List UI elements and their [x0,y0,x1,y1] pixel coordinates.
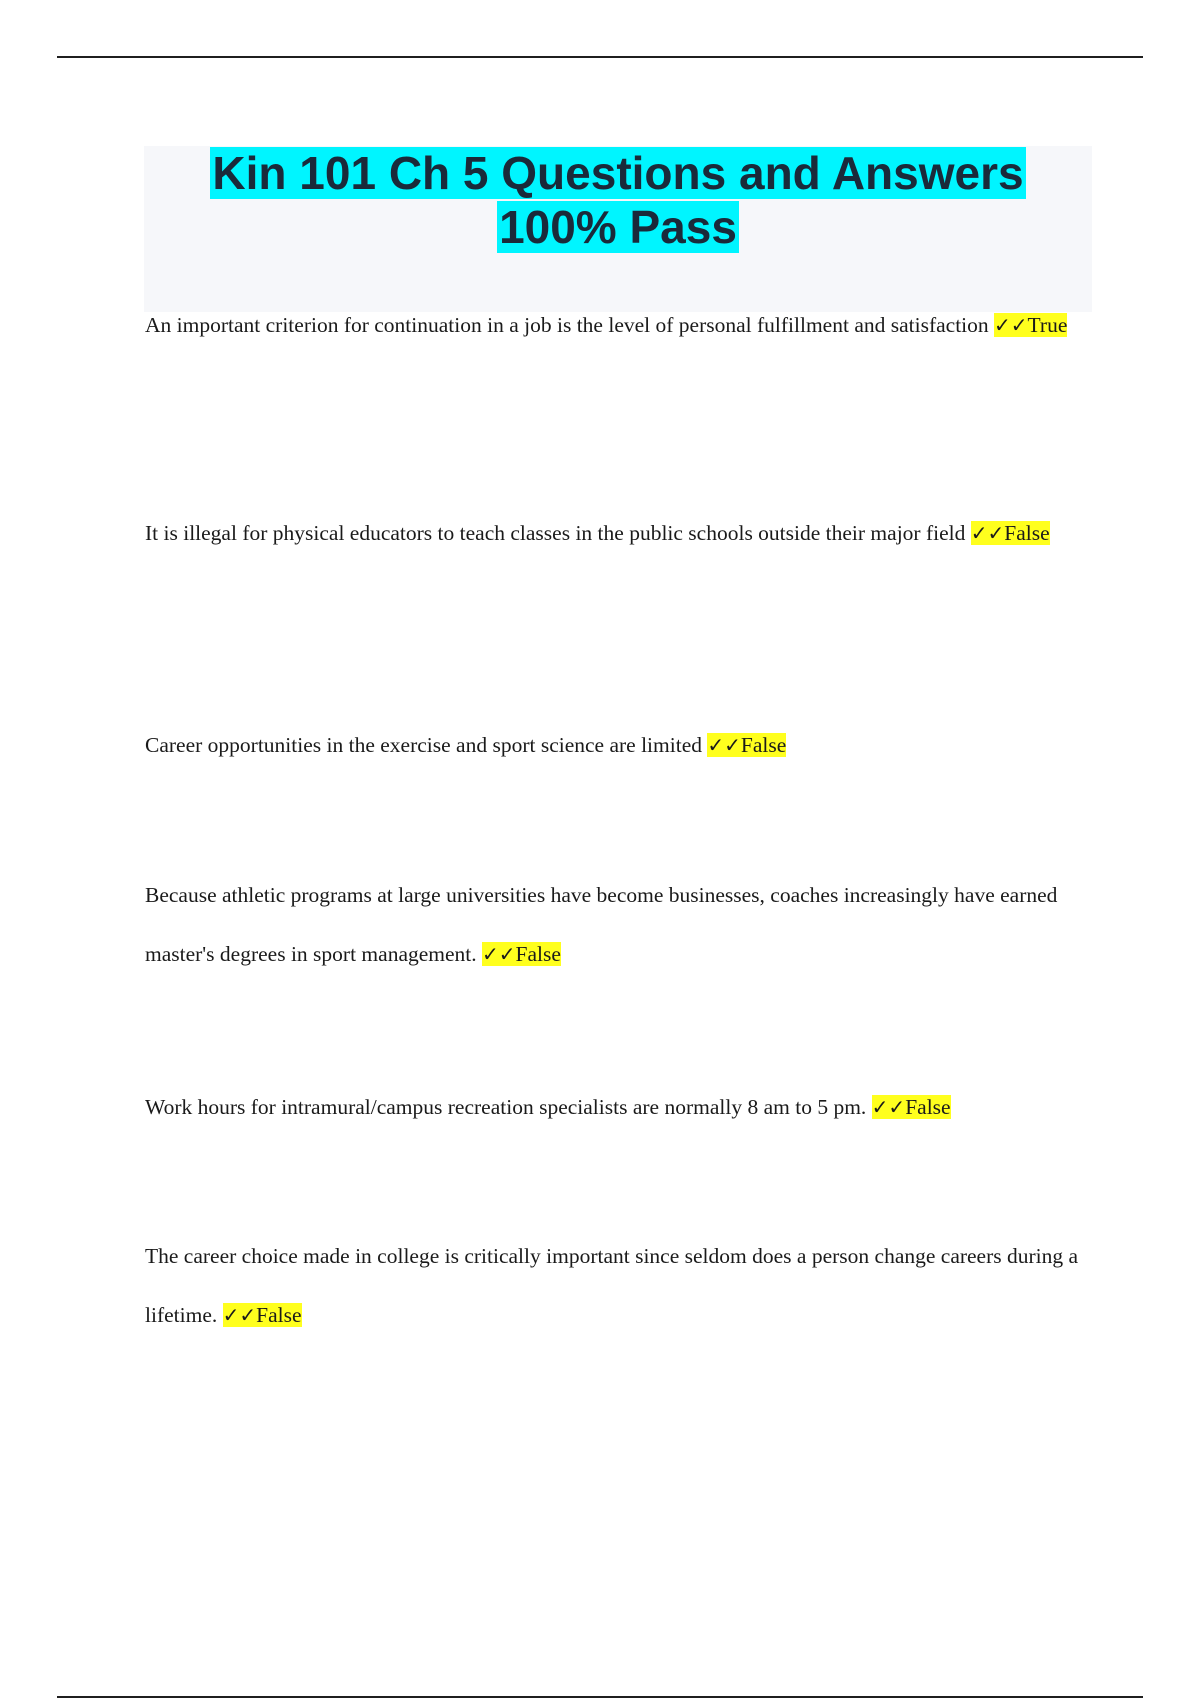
qa-item-4 [145,866,1085,984]
answer-text: False [515,942,561,966]
qa-item-3 [145,716,1085,775]
answer-badge [872,1095,951,1119]
question-text: The career choice made in college is critically important since seldom does a person change careers during a lifetime. [145,1244,1079,1327]
check-icon: ✓✓ [707,733,741,757]
qa-item-1 [145,296,1085,355]
bottom-rule [57,1696,1143,1698]
check-icon: ✓✓ [970,521,1005,545]
answer-text: True [1027,313,1068,337]
question-text: It is illegal for physical educators to teach classes in the public schools outside their major field [145,521,966,545]
check-icon: ✓✓ [482,942,516,966]
question-text: An important criterion for continuation in a job is the level of personal fulfillment and satisfaction [145,313,989,337]
answer-text: False [256,1303,302,1327]
answer-badge [707,733,786,757]
question-text: Because athletic programs at large universities have become businesses, coaches increasingly have earned master's degrees in sport management. [145,883,1058,966]
document-title [144,146,1092,254]
check-icon: ✓✓ [871,1095,906,1119]
answer-badge [223,1303,302,1327]
answer-text: False [740,733,787,757]
check-icon: ✓✓ [222,1303,257,1327]
answer-badge [994,313,1067,337]
question-text: Work hours for intramural/campus recreation specialists are normally 8 am to 5 pm. [145,1095,867,1119]
question-text: Career opportunities in the exercise and sport science are limited [145,733,702,757]
qa-item-5 [145,1078,1085,1137]
check-icon: ✓✓ [994,313,1028,337]
top-rule [57,56,1143,58]
answer-badge [482,942,561,966]
qa-item-2 [145,504,1085,563]
title-box [144,146,1092,312]
answer-text: False [1004,521,1050,545]
answer-badge [971,521,1050,545]
title-line-1: Kin 101 Ch 5 Questions and Answers [212,147,1024,199]
title-line-2: 100% Pass [499,201,737,253]
qa-item-6 [145,1227,1085,1345]
answer-text: False [905,1095,951,1119]
